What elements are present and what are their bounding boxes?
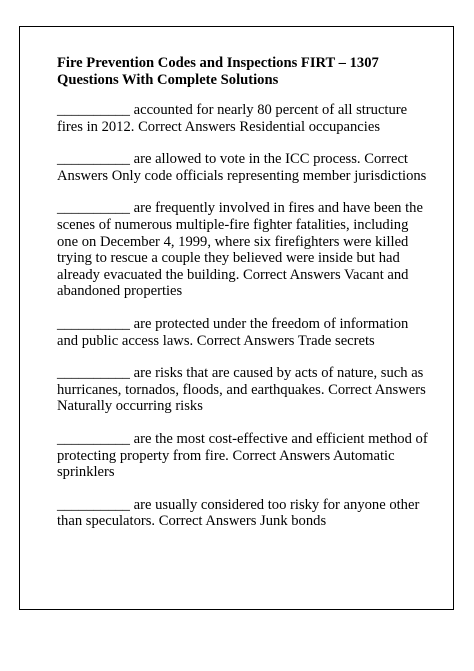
question-answer-item: __________ accounted for nearly 80 percent of all structure fires in 2012. Correct Answers Residential occupancies — [57, 102, 408, 135]
question-answer-item: __________ are usually considered too risky for anyone other than speculators. Correct Answers Junk bonds — [57, 496, 420, 530]
question-answer-item: __________ are allowed to vote in the ICC process. Correct Answers Only code officials representing member jurisdictions — [57, 151, 427, 184]
question-answer-item: __________ are the most cost-effective and efficient method of protecting property from fire. Correct Answers Automatic sprinklers — [57, 430, 428, 481]
question-answer-item: __________ are frequently involved in fires and have been the scenes of numerous multiple-fire fighter fatalities, including one on December 4, 1999, where six firefighters were killed trying to rescue a couple they believed were inside but had already evacuated the building. Correct Answers Vacant and abandoned properties — [57, 200, 423, 300]
title-line-2: Questions With Complete Solutions — [57, 72, 279, 88]
document-title — [57, 55, 432, 89]
document-body — [57, 55, 432, 546]
title-line-1: Fire Prevention Codes and Inspections FIRT – 1307 — [57, 55, 379, 71]
question-answer-item: __________ are risks that are caused by acts of nature, such as hurricanes, tornados, floods, and earthquakes. Correct Answers Naturally occurring risks — [57, 365, 426, 415]
question-answer-item: __________ are protected under the freedom of information and public access laws. Correct Answers Trade secrets — [57, 315, 409, 349]
